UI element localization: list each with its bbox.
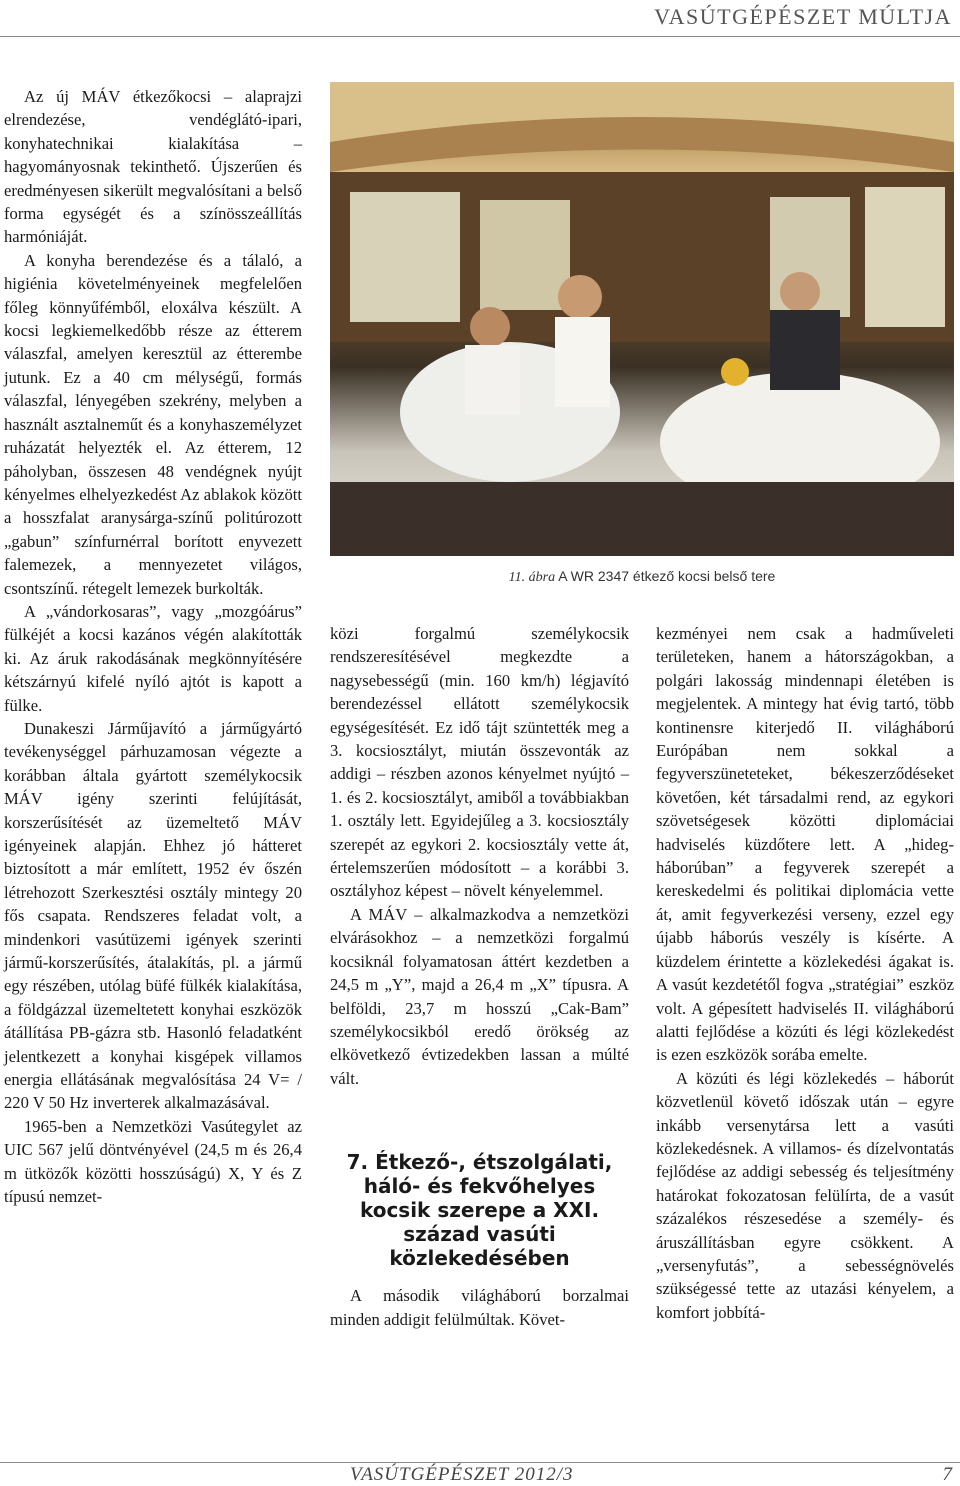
paragraph: 1965-ben a Nemzetközi Vasútegylet az UIC 567 jelű döntvényével (24,5 m és 26,4 m ütközők közötti hosszúságú) X, Y és Z típusú nemzet- (4, 1116, 302, 1207)
paragraph: A MÁV – alkalmazkodva a nemzetközi elvárásokhoz – a nemzetközi forgalmú kocsiknál folyamatosan áttért kezdetben a 24,5 m „Y”, majd a 26,4 m „X” típusra. A belföldi, 23,7 m hosszú „Cak-Bam” személykocsikból eredő örökség az elkövetkező évtizedekben lassan a múlté vált. (330, 904, 629, 1088)
figure-caption (330, 568, 954, 586)
figure-caption-text: A WR 2347 étkező kocsi belső tere (558, 568, 776, 584)
text-column-3 (656, 622, 954, 1324)
header-divider (0, 36, 960, 37)
photo-illustration (330, 82, 954, 556)
paragraph: A konyha berendezése és a tálaló, a higiénia követelményeinek megfelelően főleg könnyűfémből, eloxálva készült. A kocsi legkiemelkedőbb része az étterem válaszfal, amelyen keresztül az étterembe jutunk. Ez a 40 cm mélységű, formás válaszfal, lényegében szekrény, melyben a használt asztalneműt és a konyhaszemélyzet ruházatát helyezték el. Az étterem, 12 páholyban, összesen 48 vendégnek nyújt kényelmes elhelyezkedést Az ablakok között a hosszfalat aranysárga-színű politúrozott „gabun” színfurnérral borított enyvezett falemezek, a mennyezetet világos, csontszínű. rétegelt lemezek burkolták. (4, 250, 302, 598)
figure-label: 11. ábra (508, 570, 556, 585)
paragraph: A második világháború borzalmai minden addigit felülmúltak. Követ- (330, 1286, 629, 1329)
running-header: VASÚTGÉPÉSZET MÚLTJA (654, 4, 952, 29)
footer-divider (0, 1462, 960, 1463)
paragraph: kezményei nem csak a hadműveleti területeken, hanem a hátországokban, a polgári lakosság mindennapi életében is megjelentek. A mintegy hat évig tartó, több kontinensre kiterjedő II. világháború Európában nem sokkal a fegyverszüneteteket, békeszerződéseket követően, két társadalmi rend, az egykori szövetségesek közötti diplomáciai hadviselés küzdőtere lett. A „hideg-háborúban” a fegyverek szerepét a kereskedelmi és politikai diplomácia vette át, amit fegyverkezési verseny, ezzel egy újabb háborús veszély is kísérte. A küzdelem érintette a közlekedési ágakat is. A vasút kezdetétől fogva „stratégiai” eszköz volt. A gépesített hadviselés II. világháború alatti fejlődése a közúti és légi közlekedést is ezen eszközök sorába emelte. (656, 624, 954, 1065)
paragraph: Dunakeszi Járműjavító a járműgyártó tevékenységgel párhuzamosan végezte a korábban általa gyártott személykocsik MÁV igény szerinti felújítását, korszerűsítését az üzemeltető MÁV igényeinek alapján. Ehhez jó hátteret biztosított a már említett, 1952 év őszén létrehozott Szerkesztési osztály mintegy 20 fős csapata. Rendszeres feladat volt, a mindenkori vasútüzemi igények szerinti jármű-korszerűsítés, átalakítás, pl. a jármű egy részében, utólag büfé fülkék kialakítása, a földgázzal üzemeltetett konyhai eszközök átállítása PB-gázra stb. Hasonló feladatként jelentkezett a konyhai kisgépek villamos energia ellátásának megvalósítása 24 V= / 220 V 50 Hz inverterek alkalmazásával. (4, 718, 302, 1113)
paragraph: A „vándorkosaras”, vagy „mozgóárus” fülkéjét a kocsi kazános végén alakították ki. Az áruk rakodásának megkönnyítésére kétszárnyú kifelé nyíló ajtót is kapott a fülke. (4, 601, 302, 715)
page-number: 7 (942, 1464, 952, 1485)
text-column-1 (4, 85, 302, 1209)
paragraph: A közúti és légi közlekedés – háborút közvetlenül követő időszak után – egyre inkább versenytársa lett a vasúti közlekedésnek. A villamos- és dízelvontatás fejlődése az addigi sebesség és teljesítmény határokat fokozatosan felülírta, de a vasút százalékos részesedése a személy- és áruszállításban egyre csökkent. A „versenyfutás”, a sebességnövelés szükségessé tette az utazási kényelem, a komfort jobbítá- (656, 1068, 954, 1322)
paragraph: Az új MÁV étkezőkocsi – alaprajzi elrendezése, vendéglátó-ipari, konyhatechnikai kialakítása – hagyományosnak tekinthető. Újszerűen és eredményesen sikerült megvalósítani a belső forma egységét és a színösszeállítás harmóniáját. (4, 87, 302, 247)
footer-journal: VASÚTGÉPÉSZET 2012/3 (350, 1464, 574, 1485)
paragraph: közi forgalmú személykocsik rendszeresítésével megkezdte a nagysebességű (min. 160 km/h) légjavító berendezéssel ellátott személykocsik egységesítését. Ez idő tájt szüntették meg a 3. kocsiosztályt, miután összevonták az addigi – részben azonos kényelmet nyújtó – 1. és 2. kocsiosztályt, amiből a továbbiakban 1. osztály lett. Egyidejűleg a 3. kocsiosztály szerepét az egykori 2. kocsiosztály vette át, értelemszerűen módosított – a korábbi 3. osztályhoz képest – növelt kényelemmel. (330, 624, 629, 901)
text-column-2 (330, 622, 629, 1331)
dining-car-photo (330, 82, 954, 556)
section-title: 7. Étkező-, étszolgálati, háló- és fekvőhelyes kocsik szerepe a XXI. század vasúti közlekedésében (346, 1150, 613, 1271)
